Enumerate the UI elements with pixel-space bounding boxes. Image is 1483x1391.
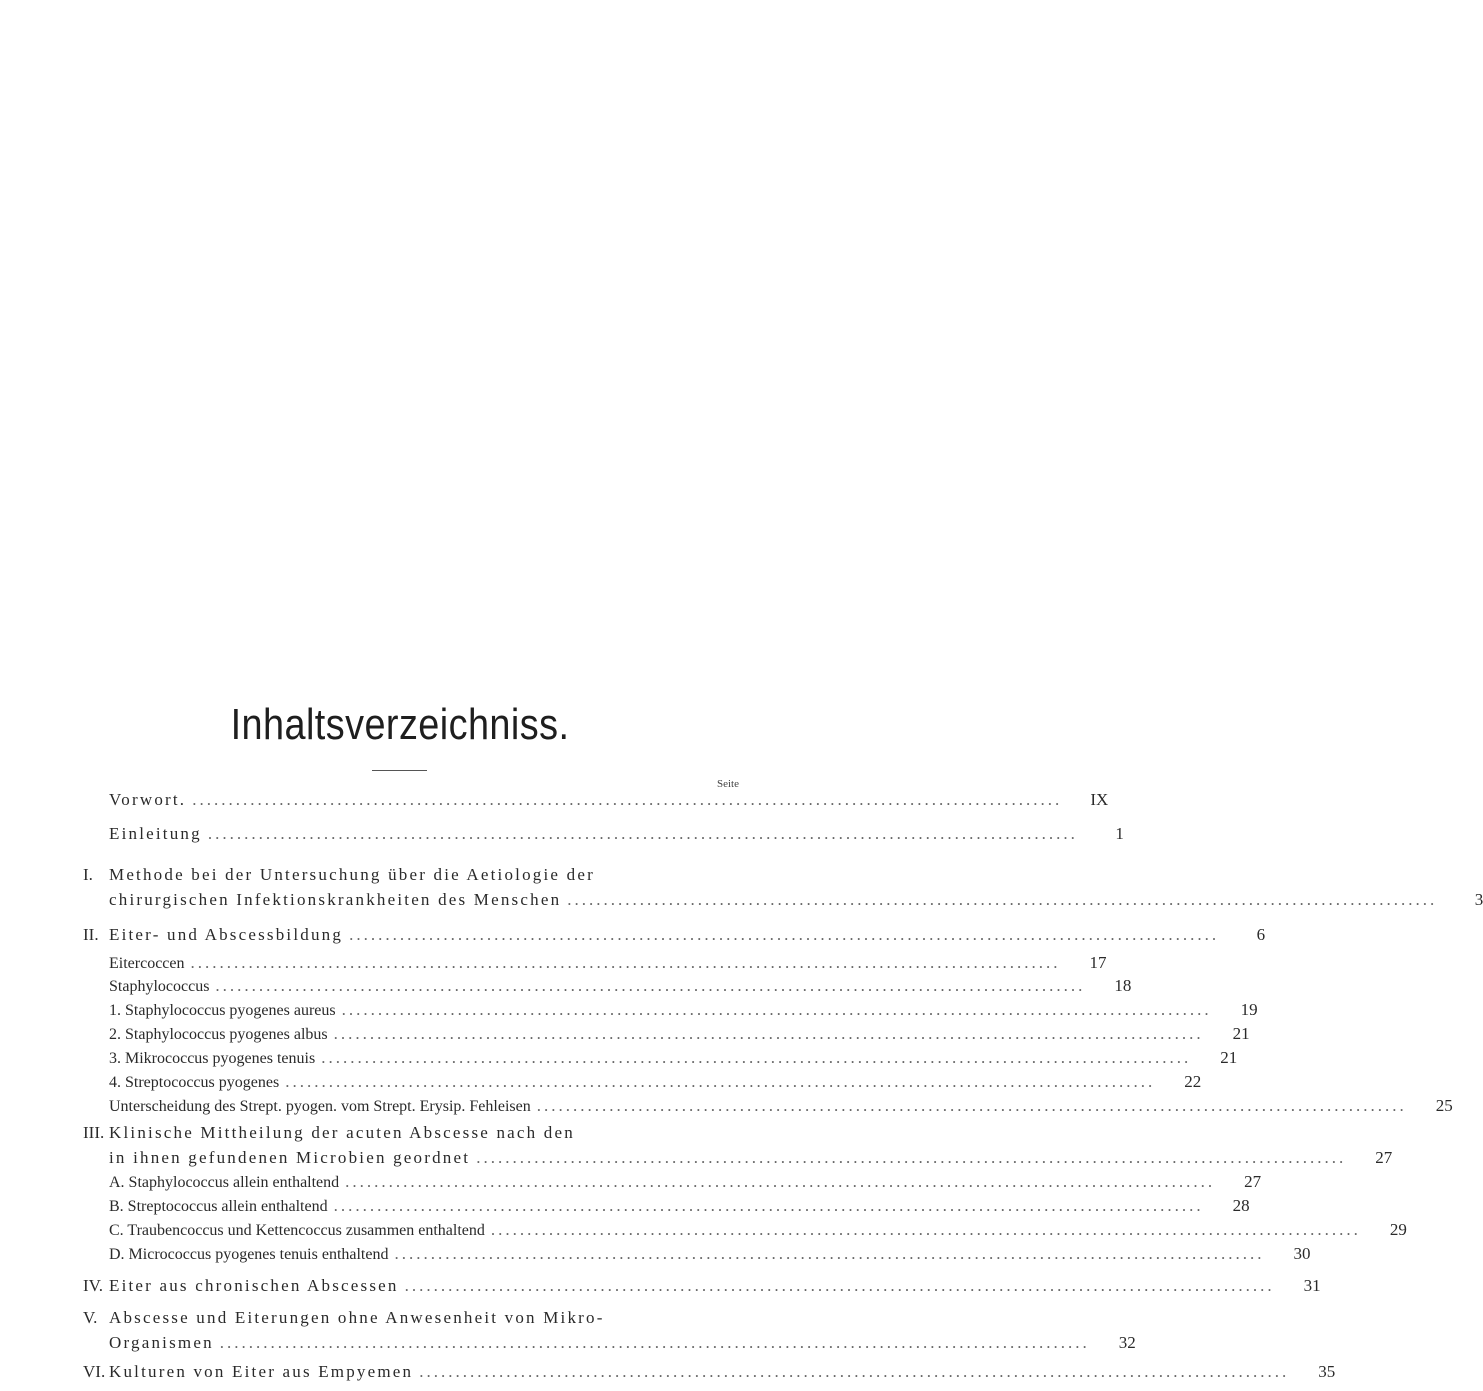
toc-entry-label: B. Streptococcus allein enthaltend: [109, 1198, 328, 1215]
toc-entry-label: 2. Staphylococcus pyogenes albus: [109, 1026, 328, 1043]
toc-entry-page: 27: [1244, 1172, 1262, 1191]
toc-entry: [83, 1024, 1250, 1048]
title-rule: [372, 770, 427, 771]
toc-entry-page: 6: [1256, 925, 1266, 944]
dot-leader: ........................................................................................................................: [285, 1072, 1156, 1091]
dot-leader: ........................................................................................................................: [345, 1172, 1216, 1191]
toc-entry-label: Methode bei der Untersuchung über die Aetiologie der: [109, 865, 595, 884]
toc-entry: [83, 1276, 1321, 1300]
dot-leader: ........................................................................................................................: [333, 1024, 1204, 1043]
toc-entry-label: A. Staphylococcus allein enthaltend: [109, 1174, 340, 1191]
dot-leader: ........................................................................................................................: [219, 1333, 1090, 1352]
toc-entry-number: I.: [83, 865, 93, 884]
toc-entry-label: Eiter aus chronischen Abscessen: [109, 1276, 399, 1295]
toc-entry: [83, 824, 1124, 848]
toc-entry-page: 27: [1375, 1148, 1393, 1167]
toc-entry-label: 1. Staphylococcus pyogenes aureus: [109, 1002, 336, 1019]
toc-entry-page: 25: [1435, 1096, 1453, 1115]
dot-leader: ........................................................................................................................: [341, 1000, 1212, 1019]
toc-entry-label: Eiter- und Abscessbildung: [109, 925, 344, 944]
toc-entry-text: [109, 790, 1068, 810]
toc-entry-text: [109, 953, 1067, 973]
toc-entry-page: 19: [1240, 1000, 1258, 1019]
toc-entry-page: 28: [1232, 1196, 1250, 1215]
toc-entry: [83, 790, 1109, 814]
toc-entry-text: [109, 1196, 1210, 1216]
toc-entry-label: Eitercoccen: [109, 955, 185, 972]
toc-entry-label: Kulturen von Eiter aus Empyemen: [109, 1362, 414, 1381]
toc-entry-page: 17: [1089, 953, 1107, 972]
dot-leader: ........................................................................................................................: [349, 925, 1220, 944]
toc-entry-number: V.: [83, 1308, 98, 1327]
toc-entry-label: Vorwort.: [109, 790, 187, 809]
toc-entry-page: 21: [1220, 1048, 1238, 1067]
toc-entry-text: [109, 1048, 1197, 1068]
toc-entry: [83, 1244, 1311, 1268]
toc-entry-page: IX: [1090, 790, 1109, 809]
toc-entry: [83, 1048, 1238, 1072]
dot-leader: ........................................................................................................................: [490, 1220, 1361, 1239]
toc-entry-text: [109, 865, 701, 885]
toc-entry: [83, 1172, 1262, 1196]
toc-entry-page: 18: [1114, 976, 1132, 995]
toc-entry: [83, 1123, 741, 1147]
dot-leader: ........................................................................................................................: [190, 953, 1061, 972]
toc-entry: [83, 1362, 1336, 1386]
toc-entry-label: Einleitung: [109, 824, 202, 843]
toc-entry-text: [109, 1096, 1413, 1116]
toc-entry-number: VI.: [83, 1362, 106, 1381]
toc-entry-text: [109, 1362, 1295, 1382]
toc-entry: [83, 1333, 1136, 1357]
toc-entry-label: in ihnen gefundenen Microbien geordnet: [109, 1148, 471, 1167]
toc-entry-label: 3. Mikrococcus pyogenes tenuis: [109, 1050, 316, 1067]
toc-entry-label: Organismen: [109, 1333, 214, 1352]
dot-leader: ........................................................................................................................: [321, 1048, 1192, 1067]
toc-entry-text: [109, 1220, 1367, 1240]
dot-leader: ........................................................................................................................: [476, 1148, 1347, 1167]
dot-leader: ........................................................................................................................: [192, 790, 1063, 809]
toc-entry-text: [109, 1308, 701, 1328]
toc-entry-label: D. Micrococcus pyogenes tenuis enthaltend: [109, 1246, 389, 1263]
toc-entry-text: [109, 1148, 1352, 1168]
toc-entry-label: Unterscheidung des Strept. pyogen. vom Strept. Erysip. Fehleisen: [109, 1098, 531, 1115]
dot-leader: ........................................................................................................................: [419, 1362, 1290, 1381]
toc-entry-page: 21: [1232, 1024, 1250, 1043]
toc-entry-text: [109, 976, 1091, 996]
toc-entry-page: 30: [1293, 1244, 1311, 1263]
toc-entry: [83, 1308, 741, 1332]
toc-entry: [83, 1148, 1393, 1172]
dot-leader: ........................................................................................................................: [394, 1244, 1265, 1263]
toc-entry-text: [109, 1024, 1210, 1044]
toc-entry-page: 29: [1389, 1220, 1407, 1239]
toc-entry-text: [109, 1072, 1161, 1092]
toc-entry-number: III.: [83, 1123, 105, 1142]
toc-entry: [83, 865, 741, 889]
toc-entry: [83, 890, 1483, 914]
toc-entry: [83, 976, 1132, 1000]
dot-leader: ........................................................................................................................: [567, 890, 1438, 909]
dot-leader: ........................................................................................................................: [207, 824, 1078, 843]
toc-entry-text: [109, 890, 1443, 910]
toc-entry-page: 3: [1474, 890, 1483, 909]
toc-entry-text: [109, 925, 1225, 945]
page-column-label: Seite: [717, 778, 739, 790]
toc-entry-page: 35: [1318, 1362, 1336, 1381]
toc-entry-number: II.: [83, 925, 99, 944]
toc-entry-page: 32: [1118, 1333, 1136, 1352]
toc-entry-text: [109, 1276, 1281, 1296]
toc-entry: [83, 1000, 1258, 1024]
toc-entry-text: [109, 1244, 1270, 1264]
toc-entry: [83, 1220, 1407, 1244]
toc-entry: [83, 1196, 1250, 1220]
toc-entry-label: chirurgischen Infektionskrankheiten des Menschen: [109, 890, 562, 909]
toc-entry-label: C. Traubencoccus und Kettencoccus zusammen enthaltend: [109, 1222, 485, 1239]
toc-entry: [83, 925, 1266, 949]
toc-entry-label: Klinische Mittheilung der acuten Abscesse nach den: [109, 1123, 575, 1142]
toc-entry-text: [109, 824, 1084, 844]
toc-entry-page: 22: [1184, 1072, 1202, 1091]
dot-leader: ........................................................................................................................: [536, 1096, 1407, 1115]
toc-entry-text: [109, 1172, 1221, 1192]
toc-entry-number: IV.: [83, 1276, 103, 1295]
dot-leader: ........................................................................................................................: [215, 976, 1086, 995]
toc-entry: [83, 1072, 1202, 1096]
toc-entry-label: 4. Streptococcus pyogenes: [109, 1074, 280, 1091]
toc-entry-label: Abscesse und Eiterungen ohne Anwesenheit von Mikro-: [109, 1308, 605, 1327]
toc-entry: [83, 1096, 1453, 1120]
toc-entry: [83, 953, 1107, 977]
dot-leader: ........................................................................................................................: [333, 1196, 1204, 1215]
toc-entry-text: [109, 1000, 1218, 1020]
page-title: Inhaltsverzeichniss.: [230, 700, 570, 749]
toc-entry-label: Staphylococcus: [109, 978, 210, 995]
toc-entry-text: [109, 1123, 701, 1143]
toc-entry-page: 1: [1115, 824, 1124, 843]
toc-entry-page: 31: [1303, 1276, 1321, 1295]
dot-leader: ........................................................................................................................: [404, 1276, 1275, 1295]
toc-entry-text: [109, 1333, 1096, 1353]
